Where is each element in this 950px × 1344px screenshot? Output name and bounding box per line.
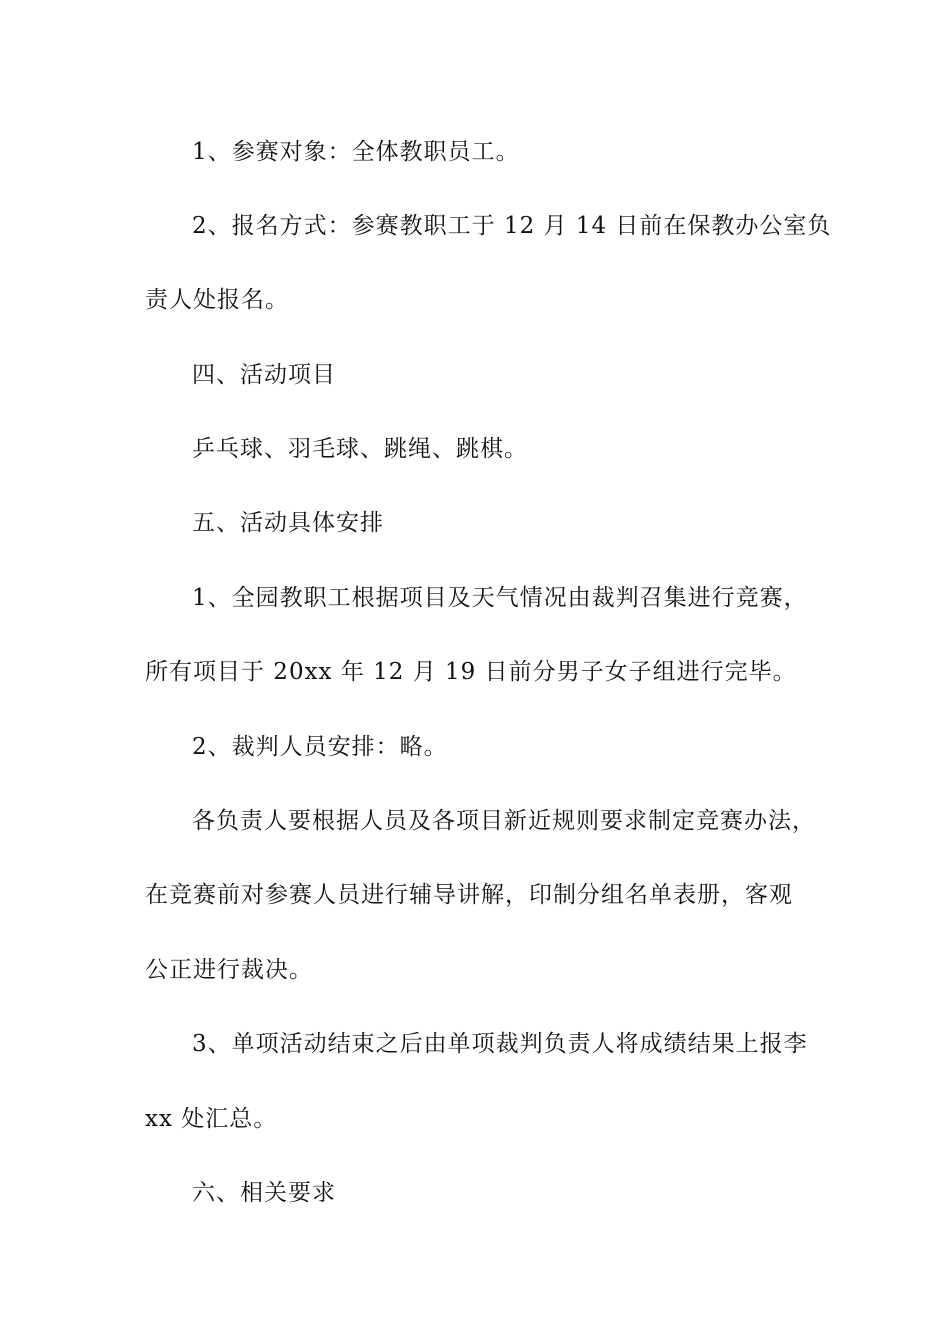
paragraph-referee-arrangement: 2、裁判人员安排：略。: [192, 734, 448, 760]
paragraph-responsibilities-continued: 在竞赛前对参赛人员进行辅导讲解，印制分组名单表册，客观: [145, 882, 793, 908]
section-heading-arrangements: 五、活动具体安排: [192, 510, 384, 536]
paragraph-responsibilities-end: 公正进行裁决。: [145, 957, 313, 983]
section-heading-requirements: 六、相关要求: [192, 1180, 336, 1206]
paragraph-activity-list: 乒乓球、羽毛球、跳绳、跳棋。: [192, 436, 528, 462]
paragraph-responsibilities: 各负责人要根据人员及各项目新近规则要求制定竞赛办法，: [192, 808, 816, 834]
section-heading-activities: 四、活动项目: [192, 362, 336, 388]
paragraph-registration-continued: 责人处报名。: [145, 287, 289, 313]
paragraph-arrangement-1: 1、全园教职工根据项目及天气情况由裁判召集进行竞赛，: [192, 585, 808, 611]
paragraph-results-reporting-continued: xx 处汇总。: [145, 1106, 278, 1132]
paragraph-registration: 2、报名方式：参赛教职工于 12 月 14 日前在保教办公室负: [192, 213, 832, 239]
paragraph-participants: 1、参赛对象：全体教职员工。: [192, 139, 520, 165]
paragraph-arrangement-1-continued: 所有项目于 20xx 年 12 月 19 日前分男子女子组进行完毕。: [145, 659, 797, 685]
paragraph-results-reporting: 3、单项活动结束之后由单项裁判负责人将成绩结果上报李: [192, 1031, 808, 1057]
